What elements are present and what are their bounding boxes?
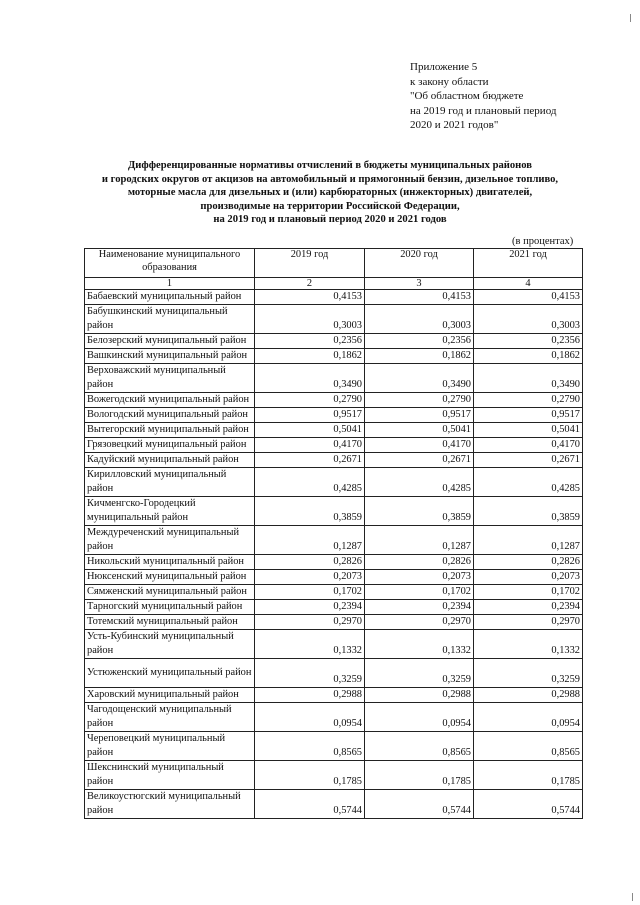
municipality-name-cell: Никольский муниципальный район: [85, 555, 255, 570]
header-2021: 2021 год: [474, 249, 583, 278]
value-2019-cell: 0,5041: [255, 423, 365, 438]
value-2020-cell: 0,4285: [365, 468, 474, 497]
value-2019-cell: 0,3490: [255, 364, 365, 393]
table-row: [85, 364, 583, 393]
table-row: [85, 453, 583, 468]
table-body: [85, 290, 583, 819]
municipality-name-cell: Великоустюгский муниципальный район: [85, 790, 255, 819]
value-2019-cell: 0,1862: [255, 349, 365, 364]
value-2020-cell: 0,2073: [365, 570, 474, 585]
header-2019: 2019 год: [255, 249, 365, 278]
value-2020-cell: 0,4170: [365, 438, 474, 453]
column-number: 4: [474, 278, 583, 290]
value-2020-cell: 0,1332: [365, 630, 474, 659]
municipality-name-cell: Устюженский муниципальный район: [85, 659, 255, 688]
value-2021-cell: 0,3003: [474, 305, 583, 334]
municipality-name-cell: Междуреченский муниципальный район: [85, 526, 255, 555]
value-2020-cell: 0,2790: [365, 393, 474, 408]
value-2019-cell: 0,3859: [255, 497, 365, 526]
value-2019-cell: 0,2394: [255, 600, 365, 615]
value-2020-cell: 0,2356: [365, 334, 474, 349]
value-2021-cell: 0,3859: [474, 497, 583, 526]
municipality-name-cell: Кичменгско-Городецкий муниципальный район: [85, 497, 255, 526]
table-row: [85, 615, 583, 630]
header-row: [85, 249, 583, 278]
value-2021-cell: 0,1702: [474, 585, 583, 600]
value-2020-cell: 0,3003: [365, 305, 474, 334]
value-2021-cell: 0,1332: [474, 630, 583, 659]
municipality-name-cell: Вожегодский муниципальный район: [85, 393, 255, 408]
value-2020-cell: 0,3490: [365, 364, 474, 393]
value-2019-cell: 0,5744: [255, 790, 365, 819]
value-2019-cell: 0,2988: [255, 688, 365, 703]
value-2019-cell: 0,9517: [255, 408, 365, 423]
municipality-name-cell: Тотемский муниципальный район: [85, 615, 255, 630]
municipality-name-cell: Грязовецкий муниципальный район: [85, 438, 255, 453]
table-row: [85, 761, 583, 790]
value-2021-cell: 0,0954: [474, 703, 583, 732]
appendix-line: Приложение 5: [410, 61, 478, 73]
value-2021-cell: 0,4285: [474, 468, 583, 497]
value-2020-cell: 0,1702: [365, 585, 474, 600]
table-row: [85, 393, 583, 408]
value-2020-cell: 0,2970: [365, 615, 474, 630]
value-2021-cell: 0,3490: [474, 364, 583, 393]
municipality-name-cell: Нюксенский муниципальный район: [85, 570, 255, 585]
value-2019-cell: 0,4153: [255, 290, 365, 305]
municipality-name-cell: Череповецкий муниципальный район: [85, 732, 255, 761]
value-2019-cell: 0,2826: [255, 555, 365, 570]
title-line: и городских округов от акцизов на автомобильный и прямогонный бензин, дизельное топливо,: [101, 173, 559, 185]
value-2021-cell: 0,8565: [474, 732, 583, 761]
table-row: [85, 468, 583, 497]
municipality-name-cell: Вытегорский муниципальный район: [85, 423, 255, 438]
appendix-line: на 2019 год и плановый период: [410, 104, 557, 117]
table-row: [85, 732, 583, 761]
value-2021-cell: 0,1862: [474, 349, 583, 364]
table-row: [85, 703, 583, 732]
municipality-name-cell: Тарногский муниципальный район: [85, 600, 255, 615]
value-2021-cell: 0,2356: [474, 334, 583, 349]
table-row: [85, 600, 583, 615]
municipality-name-cell: Харовский муниципальный район: [85, 688, 255, 703]
units-label: (в процентах): [512, 236, 574, 247]
appendix-line: "Об областном бюджете: [410, 90, 524, 102]
value-2021-cell: 0,1785: [474, 761, 583, 790]
document-title: [80, 159, 580, 227]
appendix-line: к закону области: [410, 75, 489, 88]
value-2019-cell: 0,1287: [255, 526, 365, 555]
margin-mark: [630, 14, 631, 22]
column-number: 2: [255, 278, 365, 290]
table-row: [85, 526, 583, 555]
value-2019-cell: 0,2073: [255, 570, 365, 585]
municipality-name-cell: Кирилловский муниципальный район: [85, 468, 255, 497]
municipality-name-cell: Белозерский муниципальный район: [85, 334, 255, 349]
appendix-note: [410, 60, 556, 133]
municipality-name-cell: Сямженский муниципальный район: [85, 585, 255, 600]
value-2020-cell: 0,1785: [365, 761, 474, 790]
table-row: [85, 570, 583, 585]
value-2019-cell: 0,4285: [255, 468, 365, 497]
value-2021-cell: 0,9517: [474, 408, 583, 423]
column-number-row: [85, 278, 583, 290]
municipality-name-cell: Кадуйский муниципальный район: [85, 453, 255, 468]
value-2019-cell: 0,3003: [255, 305, 365, 334]
appendix-line: 2020 и 2021 годов": [410, 119, 499, 131]
municipality-name-cell: Вашкинский муниципальный район: [85, 349, 255, 364]
table-row: [85, 659, 583, 688]
value-2020-cell: 0,5041: [365, 423, 474, 438]
value-2021-cell: 0,2671: [474, 453, 583, 468]
value-2021-cell: 0,4153: [474, 290, 583, 305]
value-2019-cell: 0,3259: [255, 659, 365, 688]
value-2020-cell: 0,5744: [365, 790, 474, 819]
value-2019-cell: 0,1785: [255, 761, 365, 790]
municipality-name-cell: Верховажский муниципальный район: [85, 364, 255, 393]
table-row: [85, 290, 583, 305]
table-row: [85, 585, 583, 600]
value-2020-cell: 0,3259: [365, 659, 474, 688]
value-2020-cell: 0,2394: [365, 600, 474, 615]
value-2020-cell: 0,1287: [365, 526, 474, 555]
value-2020-cell: 0,1862: [365, 349, 474, 364]
table-row: [85, 423, 583, 438]
value-2019-cell: 0,2790: [255, 393, 365, 408]
value-2019-cell: 0,1702: [255, 585, 365, 600]
table-row: [85, 497, 583, 526]
title-line: Дифференцированные нормативы отчислений в бюджеты муниципальных районов: [127, 160, 533, 171]
title-line: моторные масла для дизельных и (или) карбюраторных (инжекторных) двигателей,: [127, 187, 533, 199]
value-2021-cell: 0,5041: [474, 423, 583, 438]
margin-mark: [632, 893, 633, 901]
table-row: [85, 305, 583, 334]
title-line: производимые на территории Российской Федерации,: [200, 200, 460, 212]
title-line: на 2019 год и плановый период 2020 и 2021 годов: [213, 214, 447, 226]
value-2020-cell: 0,4153: [365, 290, 474, 305]
value-2020-cell: 0,2988: [365, 688, 474, 703]
value-2021-cell: 0,2970: [474, 615, 583, 630]
value-2020-cell: 0,0954: [365, 703, 474, 732]
header-municipality: Наименование муниципального образования: [85, 249, 255, 278]
table-row: [85, 790, 583, 819]
value-2021-cell: 0,2826: [474, 555, 583, 570]
column-number: 1: [85, 278, 255, 290]
value-2020-cell: 0,8565: [365, 732, 474, 761]
value-2020-cell: 0,2826: [365, 555, 474, 570]
value-2021-cell: 0,2988: [474, 688, 583, 703]
municipality-name-cell: Вологодский муниципальный район: [85, 408, 255, 423]
value-2019-cell: 0,4170: [255, 438, 365, 453]
municipality-name-cell: Усть-Кубинский муниципальный район: [85, 630, 255, 659]
value-2019-cell: 0,2970: [255, 615, 365, 630]
table-row: [85, 438, 583, 453]
value-2019-cell: 0,2356: [255, 334, 365, 349]
header-2020: 2020 год: [365, 249, 474, 278]
value-2019-cell: 0,2671: [255, 453, 365, 468]
table-row: [85, 408, 583, 423]
column-number: 3: [365, 278, 474, 290]
norms-table: [84, 248, 583, 819]
value-2020-cell: 0,2671: [365, 453, 474, 468]
table-row: [85, 349, 583, 364]
value-2021-cell: 0,1287: [474, 526, 583, 555]
table-row: [85, 688, 583, 703]
value-2020-cell: 0,3859: [365, 497, 474, 526]
value-2021-cell: 0,2073: [474, 570, 583, 585]
table-row: [85, 334, 583, 349]
value-2021-cell: 0,4170: [474, 438, 583, 453]
value-2019-cell: 0,1332: [255, 630, 365, 659]
municipality-name-cell: Бабушкинский муниципальный район: [85, 305, 255, 334]
value-2021-cell: 0,2790: [474, 393, 583, 408]
value-2021-cell: 0,2394: [474, 600, 583, 615]
value-2021-cell: 0,5744: [474, 790, 583, 819]
value-2020-cell: 0,9517: [365, 408, 474, 423]
value-2019-cell: 0,0954: [255, 703, 365, 732]
value-2021-cell: 0,3259: [474, 659, 583, 688]
municipality-name-cell: Бабаевский муниципальный район: [85, 290, 255, 305]
municipality-name-cell: Чагодощенский муниципальный район: [85, 703, 255, 732]
table-row: [85, 555, 583, 570]
value-2019-cell: 0,8565: [255, 732, 365, 761]
municipality-name-cell: Шекснинский муниципальный район: [85, 761, 255, 790]
table-row: [85, 630, 583, 659]
